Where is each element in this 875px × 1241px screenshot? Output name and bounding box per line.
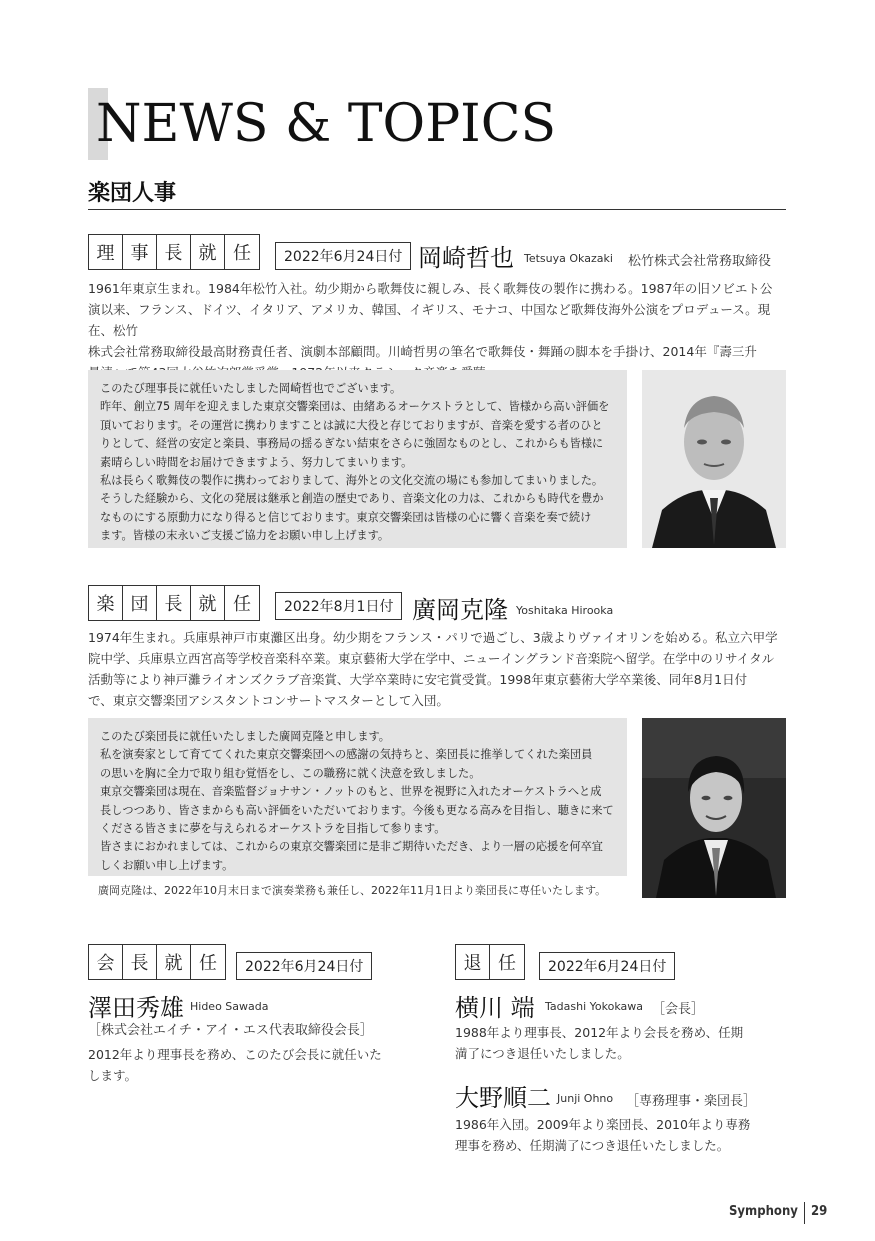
message-line: ます。皆様の末永いご支援ご協力をお願い申し上げます。 (100, 529, 390, 543)
president-name: 廣岡克隆 (412, 596, 508, 624)
message-line: そうした経験から、文化の発展は継承と創造の歴史であり、音楽文化の力は、これからも時代を豊か (100, 492, 604, 506)
bio-line: 1961年東京生まれ。1984年松竹入社。幼少期から歌舞伎に親しみ、長く歌舞伎の製作に携わる。1987年の旧ソビエト公 (88, 281, 773, 296)
label-char: 会 (89, 945, 123, 979)
message-line: このたび楽団長に就任いたしました廣岡克隆と申します。 (100, 730, 390, 743)
page-title: NEWS & TOPICS (96, 94, 557, 154)
message-line: りとして、経営の安定と楽員、事務局の揺るぎない結束をさらに強固なものとし、これからも皆様に (100, 437, 604, 451)
bio-line: 演以来、フランス、ドイツ、イタリア、アメリカ、韓国、イギリス、モナコ、中国など歌舞伎海外公演をプロデュース。現在、松竹 (88, 302, 771, 338)
chair-date-tag: 2022年6月24日付 (275, 242, 411, 270)
message-line: 私は長らく歌舞伎の製作に携わっておりまして、海外との文化交流の場にも参加してまいりました。 (100, 474, 604, 488)
bio-line: 株式会社常務取締役最高財務責任者、演劇本部顧問。川崎哲男の筆名で歌舞伎・舞踊の脚本を手掛け、2014年『壽三升 (88, 344, 757, 359)
message-line: 皆さまにおかれましては、これからの東京交響楽団に是非ご期待いただき、より一層の応援を何卒宜 (100, 840, 603, 854)
message-line: しくお願い申し上げます。 (100, 858, 234, 872)
text-line: 1988年より理事長、2012年より会長を務め、任期 (455, 1025, 744, 1040)
chairman-label-box (88, 944, 226, 980)
retirement-date-tag: 2022年6月24日付 (539, 952, 675, 980)
bio-line: 院中学、兵庫県立西宮高等学校音楽科卒業。東京藝術大学在学中、ニューイングランド音楽院へ留学。在学中のリサイタル (88, 651, 775, 666)
message-line: このたび理事長に就任いたしました岡崎哲也でございます。 (100, 382, 402, 395)
retiree-roman-name: Tadashi Yokokawa (545, 1000, 643, 1013)
message-line: 昨年、創立75 周年を迎えました東京交響楽団は、由緒あるオーケストラとして、皆様から高い評価を (100, 400, 610, 414)
label-char: 任 (498, 953, 516, 974)
page-number: 29 (811, 1204, 828, 1219)
label-char: 事 (123, 235, 157, 269)
label-char: 就 (191, 586, 225, 620)
label-char: 団 (123, 586, 157, 620)
message-line: くださる皆さまに夢を与えられるオーケストラを目指して参ります。 (100, 822, 446, 836)
section-heading: 楽団人事 (88, 181, 177, 206)
chair-bio (88, 278, 788, 383)
retiree-role: ［専務理事・楽団長］ (626, 1094, 757, 1109)
chair-roman-name: Tetsuya Okazaki (524, 252, 613, 265)
chairman-date-tag: 2022年6月24日付 (236, 952, 372, 980)
label-char: 長 (123, 945, 157, 979)
chairman-affiliation: ［株式会社エイチ・アイ・エス代表取締役会長］ (88, 1023, 373, 1038)
retiree-role: ［会長］ (652, 1002, 705, 1017)
label-char: 退 (456, 945, 490, 979)
president-date-tag: 2022年8月1日付 (275, 592, 402, 620)
label-char: 楽 (89, 586, 123, 620)
retiree-text (455, 1114, 785, 1156)
chairman-name: 澤田秀雄 (88, 994, 184, 1022)
chair-portrait-photo (642, 370, 786, 548)
text-line: 2012年より理事長を務め、このたび会長に就任いた (88, 1047, 382, 1062)
text-line: 満了につき退任いたしました。 (455, 1046, 630, 1061)
text-line: 1986年入団。2009年より楽団長、2010年より専務 (455, 1117, 751, 1132)
label-char: 長 (157, 235, 191, 269)
chairman-roman-name: Hideo Sawada (190, 1000, 269, 1013)
message-line: 私を演奏家として育ててくれた東京交響楽団への感謝の気持ちと、楽団長に推挙してくれた楽団員 (100, 748, 593, 762)
label-char: 任 (199, 953, 217, 974)
message-line: なものにする原動力になり得ると信じております。東京交響楽団は皆様の心に響く音楽を奏で続け (100, 510, 592, 524)
label-char: 就 (191, 235, 225, 269)
label-char: 長 (157, 586, 191, 620)
footer-publication-name: Symphony (729, 1204, 798, 1219)
president-bio (88, 627, 788, 711)
footer-separator (804, 1202, 805, 1224)
message-line: の思いを胸に全力で取り組む覚悟をし、この職務に就く決意を致しました。 (100, 766, 481, 780)
retiree-name: 横川 端 (455, 994, 535, 1022)
message-line: 素晴らしい時間をお届けできますよう、努力してまいります。 (100, 455, 413, 469)
president-message-box (88, 718, 627, 876)
retiree-name: 大野順二 (455, 1084, 551, 1112)
text-line: します。 (88, 1068, 138, 1083)
bio-line: で、東京交響楽団アシスタントコンサートマスターとして入団。 (88, 693, 449, 708)
message-line: 頂いております。その運営に携わりますことは誠に大役と存じておりますが、音楽を愛する者のひと (100, 418, 603, 432)
message-line: 東京交響楽団は現在、音楽監督ジョナサン・ノットのもと、世界を視野に入れたオーケストラへと成 (100, 785, 602, 799)
label-char: 理 (89, 235, 123, 269)
label-char: 任 (233, 594, 251, 615)
message-line: 長しつつあり、皆さまからも高い評価をいただいております。今後も更なる高みを目指し、聴きに来て (100, 803, 614, 817)
chair-affiliation: 松竹株式会社常務取締役 (628, 254, 772, 269)
president-roman-name: Yoshitaka Hirooka (516, 604, 614, 617)
president-note: 廣岡克隆は、2022年10月末日まで演奏業務も兼任し、2022年11月1日より楽団長に専任いたします。 (98, 884, 607, 897)
chair-label-box (88, 234, 260, 270)
text-line: 理事を務め、任期満了につき退任いたしました。 (455, 1138, 730, 1153)
bio-line: 活動等により神戸灘ライオンズクラブ音楽賞、大学卒業時に安宅賞受賞。1998年東京藝術大学卒業後、同年8月1日付 (88, 672, 748, 687)
retiree-text (455, 1022, 785, 1064)
label-char: 就 (157, 945, 191, 979)
retirement-label-box (455, 944, 525, 980)
president-label-box (88, 585, 260, 621)
retiree-roman-name: Junji Ohno (557, 1092, 614, 1105)
section-divider (88, 209, 786, 210)
president-portrait-photo (642, 718, 786, 898)
chair-name: 岡崎哲也 (418, 244, 514, 272)
bio-line: 1974年生まれ。兵庫県神戸市東灘区出身。幼少期をフランス・パリで過ごし、3歳よりヴァイオリンを始める。私立六甲学 (88, 630, 778, 645)
chairman-text (88, 1044, 418, 1086)
chair-message-box (88, 370, 627, 548)
label-char: 任 (233, 243, 251, 264)
